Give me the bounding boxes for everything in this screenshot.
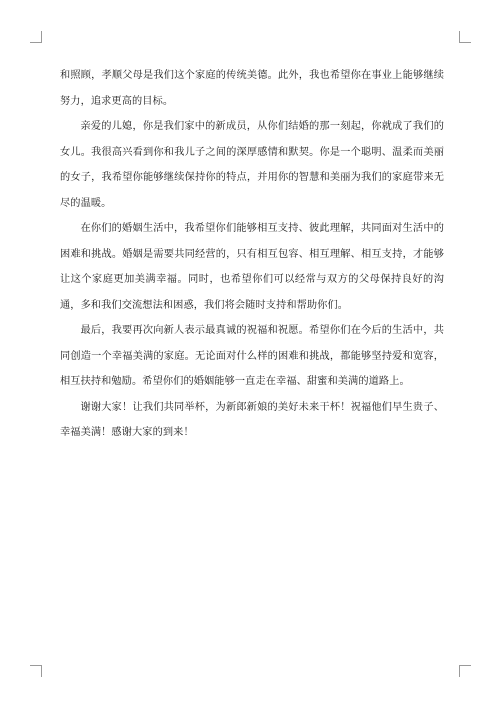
crop-mark-bottom-right — [459, 665, 471, 677]
document-body — [60, 63, 444, 446]
paragraph-continued: 和照顾，孝顺父母是我们这个家庭的传统美德。此外，我也希望你在事业上能够继续努力，追求更高的目标。 — [60, 70, 444, 107]
paragraph-daughter-in-law: 亲爱的儿媳，你是我们家中的新成员，从你们结婚的那一刻起，你就成了我们的女儿。我很高兴看到你和我儿子之间的深厚感情和默契。你是一个聪明、温柔而美丽的女子，我希望你能够继续保持你的特点，并用你的智慧和美丽为我们的家庭带来无尽的温暖。 — [60, 121, 444, 209]
crop-mark-bottom-left — [30, 665, 42, 677]
crop-mark-top-right — [459, 31, 471, 43]
crop-mark-top-left — [30, 31, 42, 43]
paragraph-toast: 谢谢大家！让我们共同举杯，为新郎新娘的美好未来干杯！祝福他们早生贵子、幸福美满！感谢大家的到来！ — [60, 401, 444, 438]
paragraph-final-blessing: 最后，我要再次向新人表示最真诚的祝福和祝愿。希望你们在今后的生活中，共同创造一个幸福美满的家庭。无论面对什么样的困难和挑战，都能够坚持爱和宽容，相互扶持和勉励。希望你们的婚姻能够一直走在幸福、甜蜜和美满的道路上。 — [60, 325, 444, 387]
paragraph-married-life: 在你们的婚姻生活中，我希望你们能够相互支持、彼此理解，共同面对生活中的困难和挑战。婚姻是需要共同经营的，只有相互包容、相互理解、相互支持，才能够让这个家庭更加美满幸福。同时，也希望你们可以经常与双方的父母保持良好的沟通，多和我们交流想法和困惑，我们将会随时支持和帮助你们。 — [60, 223, 444, 311]
